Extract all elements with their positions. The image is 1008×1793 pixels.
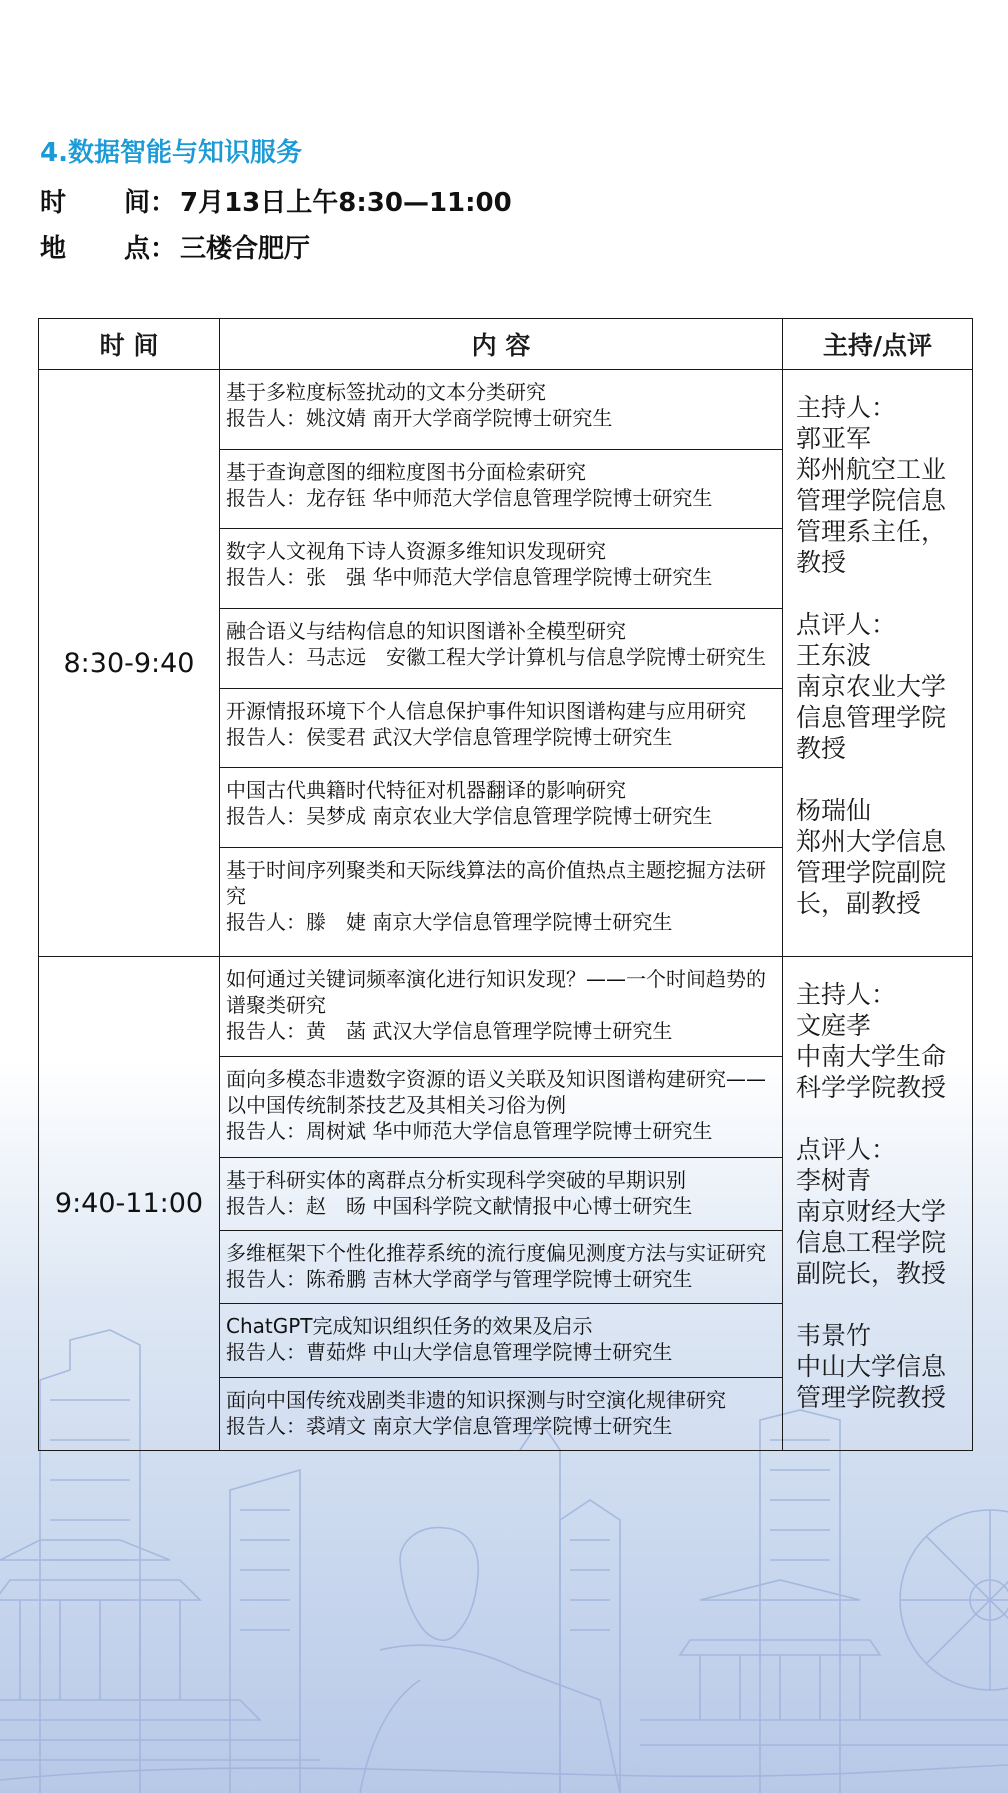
talk-item [220, 449, 783, 529]
host-desc: 中南大学生命科学学院教授 [796, 1042, 947, 1102]
talk-title: 开源情报环境下个人信息保护事件知识图谱构建与应用研究 [226, 698, 746, 723]
time-value: 7月13日上午8:30—11:00 [180, 188, 512, 218]
talk-reporter: 报告人：裘靖文 南京大学信息管理学院博士研究生 [226, 1413, 673, 1438]
talk-item [220, 768, 783, 848]
host-block [796, 392, 964, 578]
reviewer-block [796, 1134, 964, 1289]
place-row [40, 228, 310, 265]
reviewer-name: 韦景竹 [796, 1321, 872, 1350]
header-time: 时 间 [39, 319, 220, 370]
talk-item [220, 1231, 783, 1304]
talk-title: 数字人文视角下诗人资源多维知识发现研究 [226, 539, 606, 564]
talk-title: 融合语义与结构信息的知识图谱补全模型研究 [226, 618, 626, 643]
place-label-1: 地 [40, 234, 67, 264]
talk-item [220, 370, 783, 450]
talk-item [220, 1377, 783, 1450]
talk-reporter: 报告人：赵 旸 中国科学院文献情报中心博士研究生 [226, 1193, 693, 1218]
host-cell [783, 957, 973, 1451]
talk-reporter: 报告人：侯雯君 武汉大学信息管理学院博士研究生 [226, 724, 673, 749]
section-title: 4.数据智能与知识服务 [40, 138, 302, 168]
talk-reporter: 报告人：周树斌 华中师范大学信息管理学院博士研究生 [226, 1119, 713, 1144]
talk-reporter: 报告人：马志远 安徽工程大学计算机与信息学院博士研究生 [226, 644, 766, 669]
talk-item [220, 688, 783, 768]
talk-item [220, 1057, 783, 1157]
talk-reporter: 报告人：龙存钰 华中师范大学信息管理学院博士研究生 [226, 485, 713, 510]
talk-reporter: 报告人：姚汶婧 南开大学商学院博士研究生 [226, 406, 613, 430]
talk-reporter: 报告人：滕 婕 南京大学信息管理学院博士研究生 [226, 909, 673, 934]
place-value: 三楼合肥厅 [180, 234, 311, 264]
reviewer-name: 王东波 [796, 641, 872, 670]
reviewer-block [796, 609, 964, 764]
header-host: 主持/点评 [783, 319, 973, 370]
talk-title: 基于查询意图的细粒度图书分面检索研究 [226, 459, 586, 484]
talk-reporter: 报告人：陈希鹏 吉林大学商学与管理学院博士研究生 [226, 1267, 693, 1292]
talk-title: 面向多模态非遗数字资源的语义关联及知识图谱构建研究——以中国传统制茶技艺及其相关习俗为例 [226, 1067, 766, 1118]
table-header-row [39, 319, 973, 370]
talk-title: 多维框架下个性化推荐系统的流行度偏见测度方法与实证研究 [226, 1241, 766, 1266]
reviewer-role: 点评人： [796, 610, 897, 639]
host-name: 郭亚军 [796, 424, 872, 453]
talk-title: 基于时间序列聚类和天际线算法的高价值热点主题挖掘方法研究 [226, 857, 766, 908]
talk-title: 如何通过关键词频率演化进行知识发现？——一个时间趋势的谱聚类研究 [226, 967, 766, 1017]
talk-item [220, 529, 783, 609]
talk-title: 基于多粒度标签扰动的文本分类研究 [226, 380, 546, 404]
host-name: 文庭孝 [796, 1011, 872, 1040]
reviewer-block [796, 795, 964, 919]
table-row [39, 957, 973, 1057]
talk-title: 面向中国传统戏剧类非遗的知识探测与时空演化规律研究 [226, 1387, 726, 1412]
talk-item [220, 1157, 783, 1230]
session-time: 8:30-9:40 [39, 370, 220, 957]
talk-item [220, 608, 783, 688]
reviewer-desc: 郑州大学信息管理学院副院长，副教授 [796, 827, 947, 918]
reviewer-name: 杨瑞仙 [796, 796, 872, 825]
talk-title: ChatGPT完成知识组织任务的效果及启示 [226, 1314, 593, 1339]
talk-reporter: 报告人：张 强 华中师范大学信息管理学院博士研究生 [226, 565, 713, 590]
table-row [39, 370, 973, 450]
talk-item [220, 957, 783, 1057]
host-desc: 郑州航空工业管理学院信息管理系主任，教授 [796, 455, 947, 577]
time-row [40, 182, 512, 219]
reviewer-name: 李树青 [796, 1166, 872, 1195]
talk-item [220, 1304, 783, 1377]
talk-reporter: 报告人：黄 菡 武汉大学信息管理学院博士研究生 [226, 1019, 673, 1043]
host-role: 主持人： [796, 980, 897, 1009]
host-cell [783, 370, 973, 957]
header-content: 内 容 [220, 319, 783, 370]
reviewer-desc: 南京财经大学信息工程学院副院长，教授 [796, 1197, 947, 1288]
session-time: 9:40-11:00 [39, 957, 220, 1451]
place-label-2: 点： [124, 234, 177, 264]
schedule-table [38, 318, 973, 1451]
talk-title: 基于科研实体的离群点分析实现科学突破的早期识别 [226, 1167, 686, 1192]
reviewer-role: 点评人： [796, 1135, 897, 1164]
host-block [796, 979, 964, 1103]
reviewer-desc: 中山大学信息管理学院教授 [796, 1352, 947, 1412]
host-role: 主持人： [796, 393, 897, 422]
talk-title: 中国古代典籍时代特征对机器翻译的影响研究 [226, 778, 626, 803]
talk-item [220, 847, 783, 956]
reviewer-desc: 南京农业大学信息管理学院教授 [796, 672, 947, 763]
talk-reporter: 报告人：吴梦成 南京农业大学信息管理学院博士研究生 [226, 804, 713, 829]
talk-reporter: 报告人：曹茹烨 中山大学信息管理学院博士研究生 [226, 1340, 673, 1365]
time-label-1: 时 [40, 188, 67, 218]
time-label-2: 间： [124, 188, 177, 218]
reviewer-block [796, 1320, 964, 1413]
